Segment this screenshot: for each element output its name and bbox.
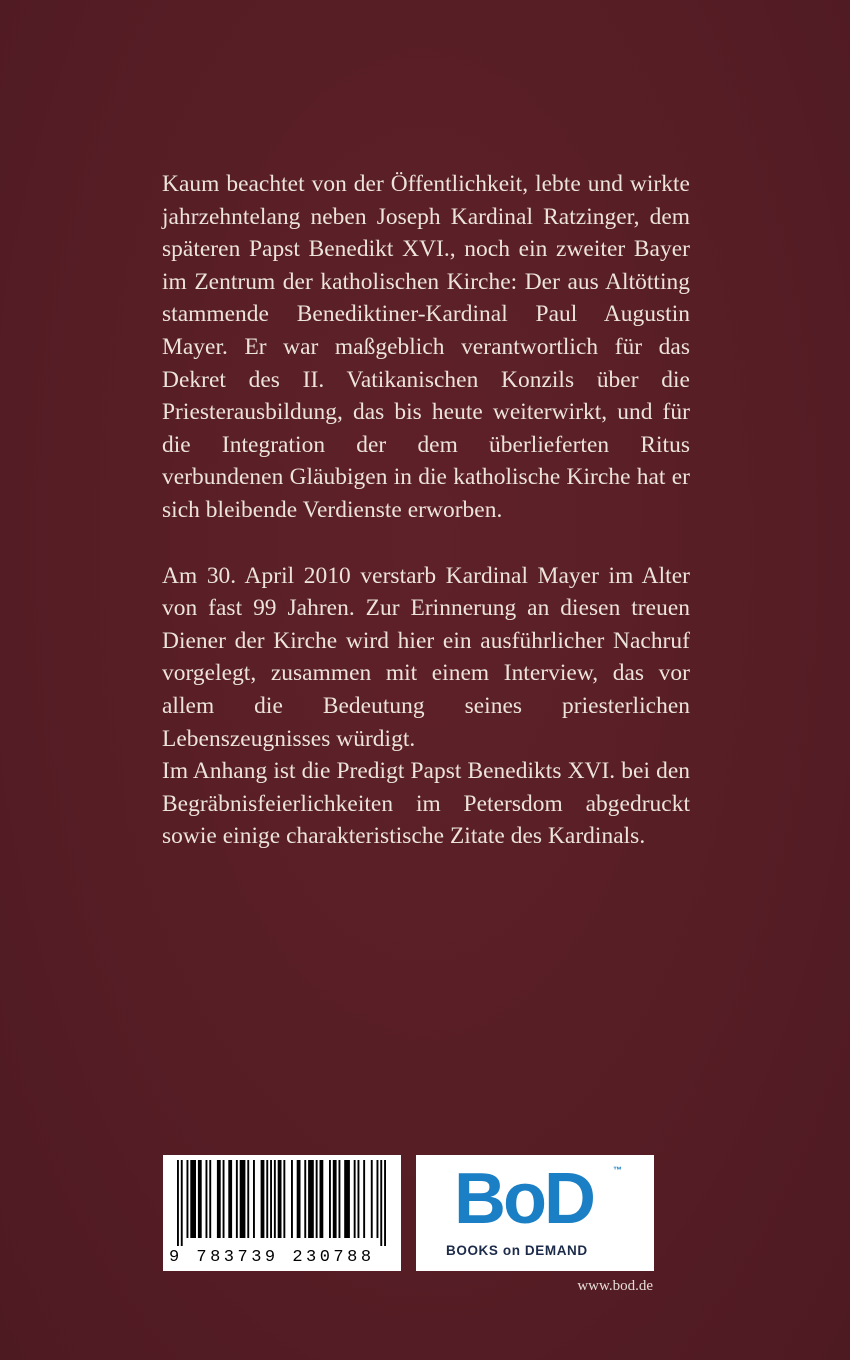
- barcode-bar: [363, 1160, 365, 1238]
- barcode-bar: [198, 1160, 202, 1238]
- barcode-bar: [380, 1160, 382, 1246]
- barcode-bar: [236, 1160, 238, 1238]
- barcode-bar: [384, 1160, 386, 1246]
- barcode-bar: [377, 1160, 379, 1238]
- barcode-bar: [240, 1160, 246, 1238]
- barcode-bar: [320, 1160, 324, 1238]
- barcode-bar: [209, 1160, 211, 1238]
- barcode-bar: [247, 1160, 249, 1238]
- barcode-bar: [253, 1160, 255, 1238]
- barcode-bar: [261, 1160, 265, 1238]
- isbn-barcode: [163, 1155, 401, 1271]
- barcode-bar: [283, 1160, 285, 1238]
- paragraph-spacer: [162, 527, 690, 560]
- trademark-symbol: ™: [613, 1165, 622, 1175]
- barcode-bar: [177, 1160, 179, 1246]
- blurb-paragraph-2: Am 30. April 2010 verstarb Kardinal Mayer im Alter von fast 99 Jahren. Zur Erinnerung an diesen treuen Diener der Kirche wird hier ein ausführlicher Nachruf vorgelegt, zusammen mit einem Interview, das vor allem die Bedeutung seines priesterlichen Lebenszeugnisses würdigt.: [162, 562, 690, 752]
- publisher-logo-box: [416, 1155, 654, 1271]
- barcode-bar: [304, 1160, 306, 1238]
- barcode-bar: [371, 1160, 373, 1238]
- barcode-bars: [171, 1160, 393, 1246]
- bod-logo: BoD: [454, 1159, 593, 1239]
- isbn-number: 9 783739 230788: [169, 1248, 375, 1267]
- barcode-bar: [217, 1160, 221, 1238]
- blurb-text: [162, 168, 690, 853]
- publisher-url: www.bod.de: [577, 1278, 653, 1294]
- barcode-bar: [291, 1160, 293, 1238]
- barcode-bar: [228, 1160, 232, 1238]
- barcode-bar: [316, 1160, 318, 1238]
- barcode-bar: [344, 1160, 350, 1238]
- barcode-bar: [190, 1160, 196, 1238]
- barcode-bar: [358, 1160, 360, 1238]
- barcode-bar: [206, 1160, 208, 1238]
- barcode-bar: [354, 1160, 356, 1238]
- barcode-bar: [266, 1160, 268, 1238]
- barcode-bar: [223, 1160, 225, 1238]
- barcode-bar: [308, 1160, 314, 1238]
- blurb-paragraph-1: Kaum beachtet von der Öffentlichkeit, lebte und wirkte jahrzehntelang neben Joseph Kardinal Ratzinger, dem späteren Papst Benedikt XVI., noch ein zweiter Bayer im Zentrum der katholischen Kirche: Der aus Altötting stammende Benediktiner-Kardinal Paul Augustin Mayer. Er war maßgeblich verantwortlich für das Dekret des II. Vatikanischen Konzils über die Priesterausbildung, das bis heute weiterwirkt, und für die Integration der dem überlieferten Ritus verbundenen Gläubigen in die katholische Kirche hat er sich bleibende Verdienste erworben.: [162, 171, 690, 523]
- barcode-bar: [339, 1160, 341, 1238]
- barcode-bar: [278, 1160, 282, 1238]
- barcode-bar: [270, 1160, 272, 1238]
- barcode-bar: [274, 1160, 276, 1238]
- barcode-bar: [333, 1160, 337, 1238]
- blurb-paragraph-3: Im Anhang ist die Predigt Papst Benedikts XVI. bei den Begräbnisfeierlichkeiten im Petersdom abgedruckt sowie einige charakteristische Zitate des Kardinals.: [162, 758, 690, 850]
- barcode-bar: [187, 1160, 189, 1238]
- barcode-bar: [329, 1160, 331, 1238]
- barcode-bar: [181, 1160, 183, 1246]
- barcode-bar: [297, 1160, 301, 1238]
- publisher-tagline: BOOKS on DEMAND: [446, 1243, 588, 1258]
